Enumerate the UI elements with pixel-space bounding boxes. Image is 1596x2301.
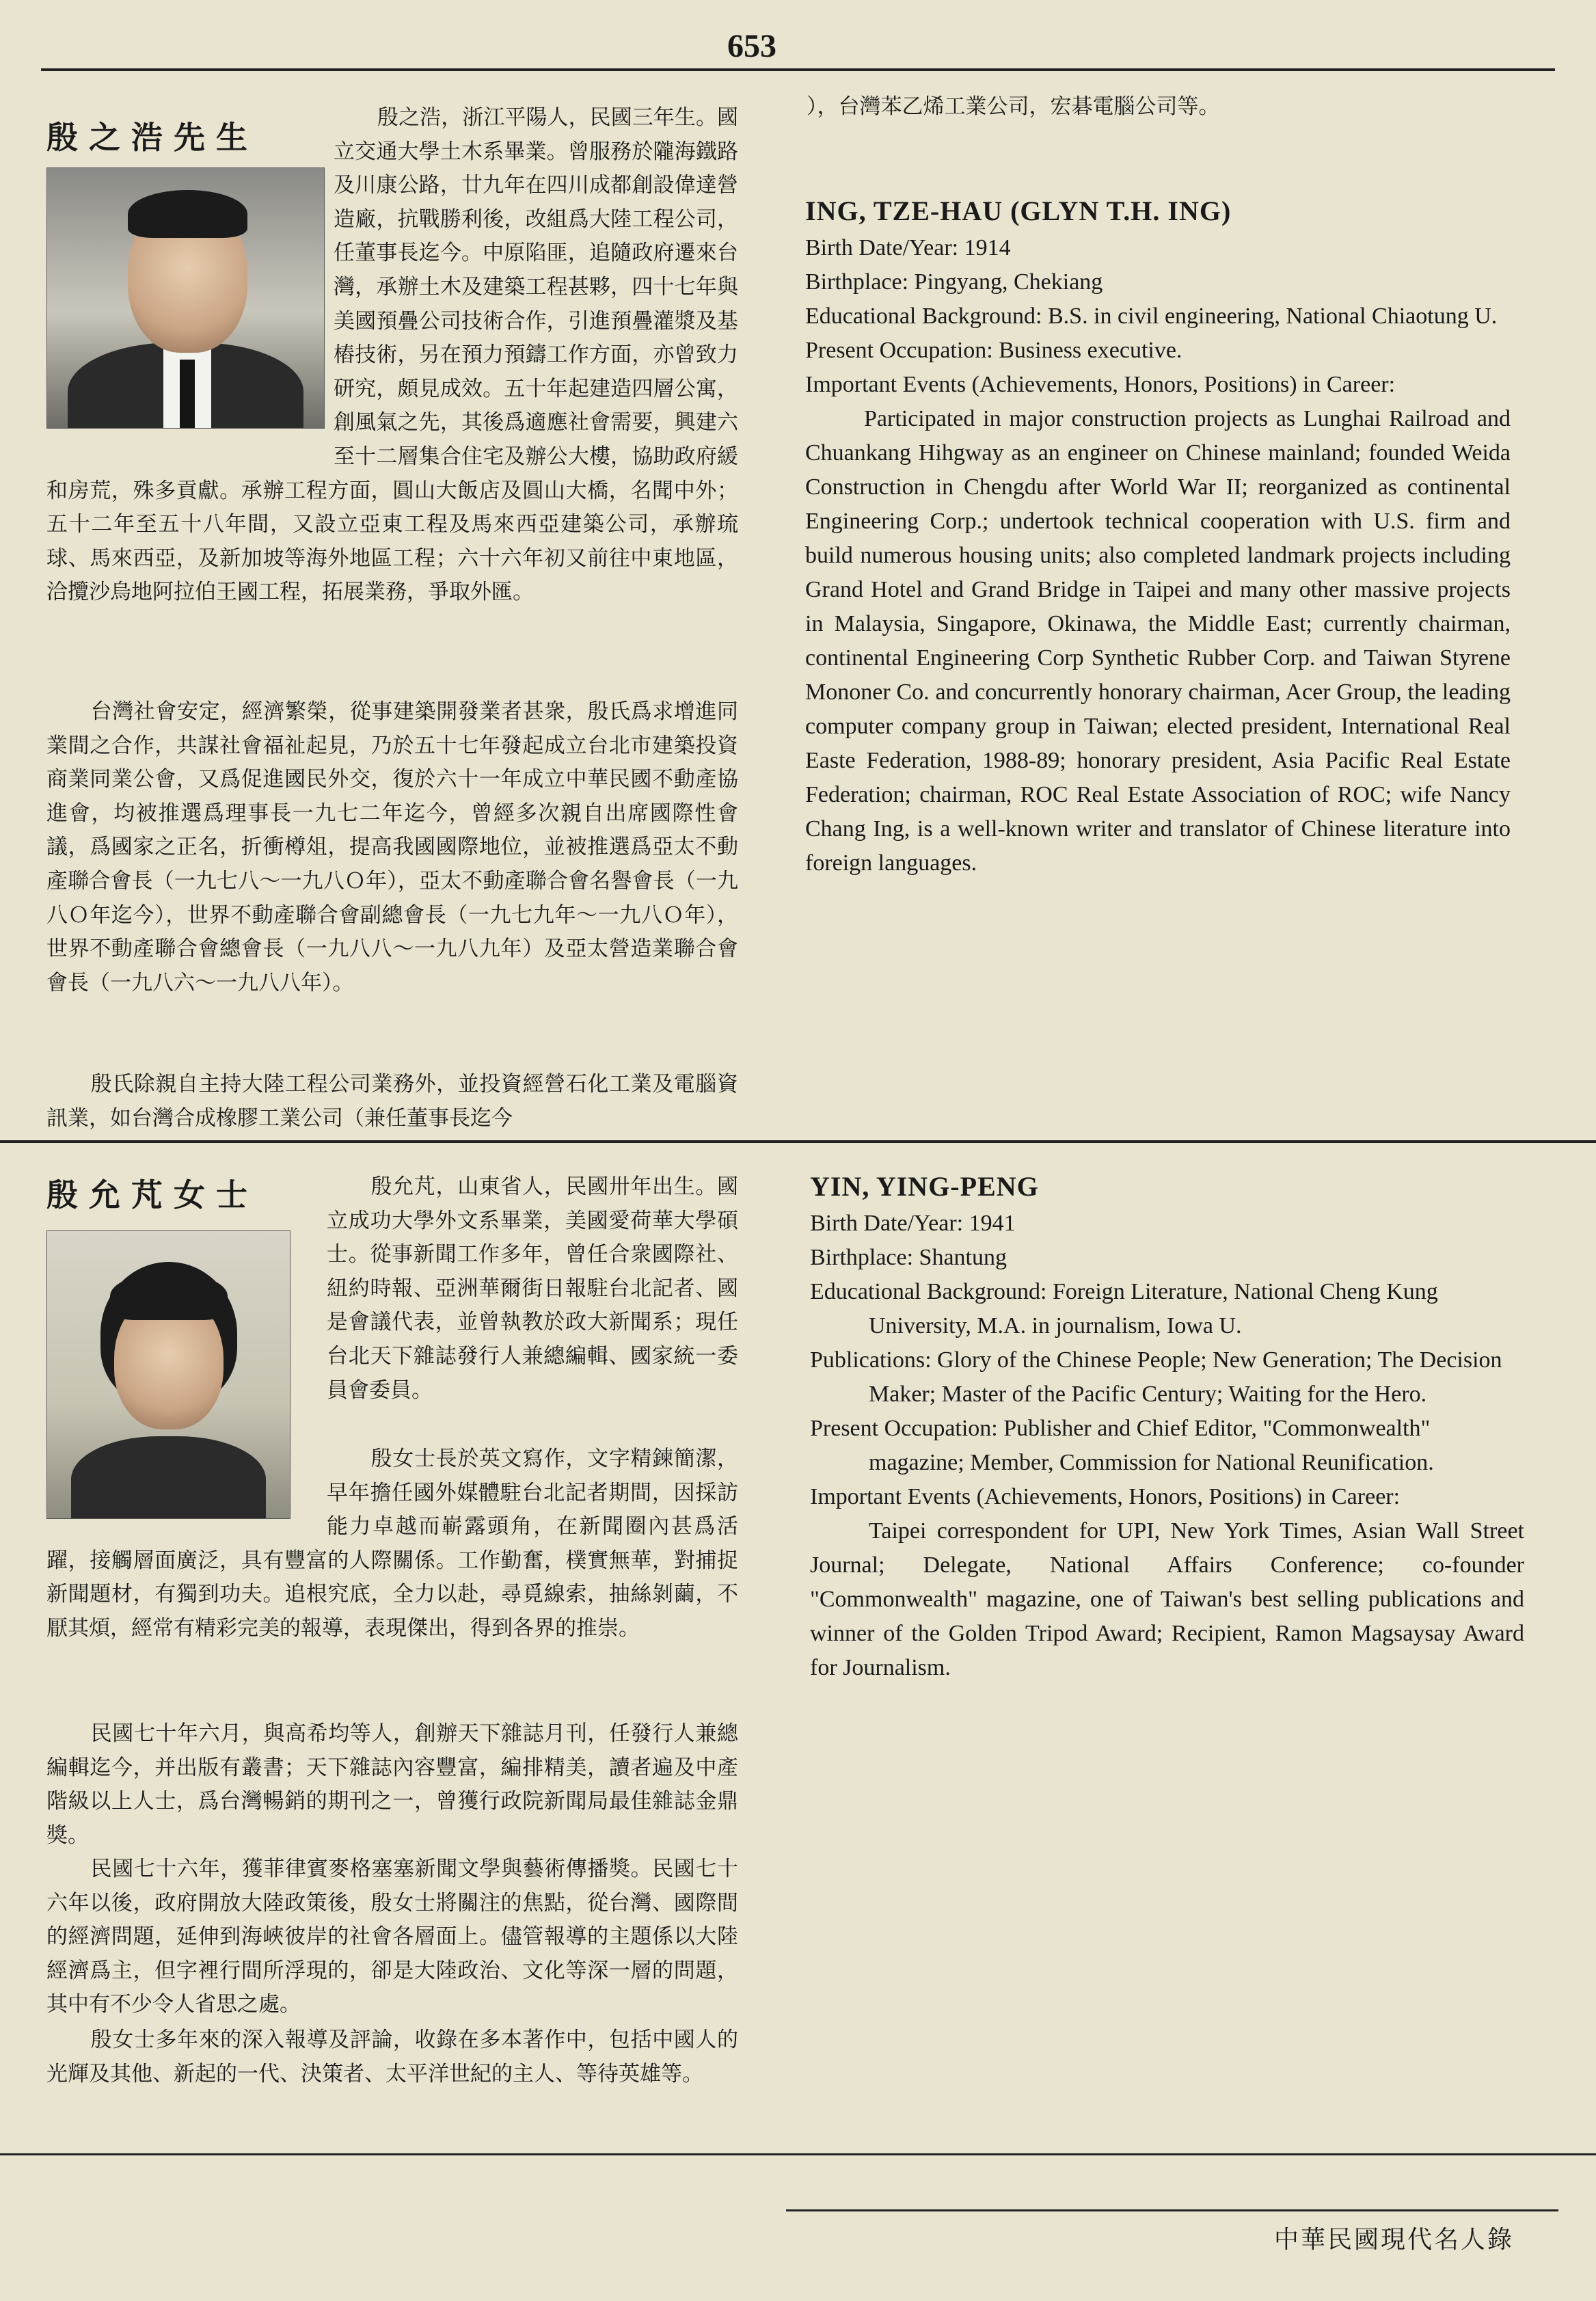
entry2-en-fields [810,1207,1524,1685]
entry2-zh-para-4: 民國七十六年，獲菲律賓麥格塞塞新聞文學與藝術傳播獎。民國七十六年以後，政府開放大陸政策後，殷女士將關注的焦點，從台灣、國際間的經濟問題，延伸到海峽彼岸的社會各層面上。儘管報導的主題係以大陸經濟爲主，但字裡行間所浮現的，卻是大陸政治、文化等深一層的問題，其中有不少令人省思之處。 [46,1857,738,2017]
entry2-publications: Publications: Glory of the Chinese People; New Generation; The Decision Maker; Master of the Pacific Century; Waiting for the Hero. [810,1347,1502,1407]
entry1-education: Educational Background: B.S. in civil engineering, National Chiaotung U. [805,304,1498,329]
entry1-zh-continuation: ），台灣苯乙烯工業公司，宏碁電腦公司等。 [807,94,1220,119]
header-rule [41,68,1555,71]
entry1-zh-para-1: 殷之浩，浙江平陽人，民國三年生。國立交通大學土木系畢業。曾服務於隴海鐵路及川康公路，廿九年在四川成都創設偉達營造廠，抗戰勝利後，改組爲大陸工程公司，任董事長迄今。中原陷匪，追隨政府遷來台灣，承辦土木及建築工程甚夥，四十七年與美國預疊公司技術合作，引進預疊灌漿及基樁技術，另在預力預鑄工作方面，亦曾致力研究，頗見成效。五十年起建造四層公寓，創風氣之先，其後爲適應社會需要，興建六至十二層集合住宅及辦公大樓，協助政府緩和房荒，殊多貢獻。承辦工程方面，圓山大飯店及圓山大橋，名聞中外；五十二年至五十八年間，又設立亞東工程及馬來西亞建築公司，承辦琉球、馬來西亞，及新加坡等海外地區工程；六十六年初又前往中東地區，洽攬沙烏地阿拉伯王國工程，拓展業務，爭取外匯。 [46,105,738,605]
entry2-zh-para-5: 殷女士多年來的深入報導及評論，收錄在多本著作中，包括中國人的光輝及其他、新起的一代、決策者、太平洋世紀的主人、等待英雄等。 [46,2028,738,2086]
entry2-education: Educational Background: Foreign Literature, National Cheng Kung University, M.A. in journalism, Iowa U. [810,1279,1438,1338]
footer-rule-2 [786,2209,1558,2211]
entry2-occupation: Present Occupation: Publisher and Chief Editor, "Commonwealth" magazine; Member, Commission for National Reunification. [810,1416,1434,1475]
entry2-zh-para-3: 民國七十年六月，與高希均等人，創辦天下雜誌月刊，任發行人兼總編輯迄今，并出版有叢書；天下雜誌內容豐富，編排精美，讀者遍及中產階級以上人士，爲台灣暢銷的期刊之一，曾獲行政院新聞局最佳雜誌金鼎獎。 [46,1721,738,1848]
entry1-en-name: ING, TZE-HAU (GLYN T.H. ING) [805,196,1232,226]
footer-rule [0,2153,1596,2155]
entry2-en-body: Taipei correspondent for UPI, New York Times, Asian Wall Street Journal; Delegate, National Affairs Conference; co-founder "Commonwealth" magazine, one of Taiwan's best selling publications and winner of the Golden Tripod Award; Recipient, Ramon Magsaysay Award for Journalism. [810,1518,1524,1680]
entry1-events-heading: Important Events (Achievements, Honors, Positions) in Career: [805,372,1396,397]
footer-book-title: 中華民國現代名人錄 [1273,2226,1514,2254]
entry1-zh-para-3: 殷氏除親自主持大陸工程公司業務外，並投資經營石化工業及電腦資訊業，如台灣合成橡膠工業公司（兼任董事長迄今 [46,1072,738,1131]
entry2-birth-date: Birth Date/Year: 1941 [810,1211,1016,1236]
entry1-en-fields [805,231,1511,880]
entry2-birthplace: Birthplace: Shantung [810,1245,1007,1270]
entry1-en-body: Participated in major construction projects as Lunghai Railroad and Chuankang Hihgway as an engineer on Chinese mainland; founded Weida Construction in Chengdu after World War II; reorganized as continental Engineering Corp.; undertook technical cooperation with U.S. firm and build numerous housing units; also completed landmark projects including Grand Hotel and Grand Bridge in Taipei and many other massive projects in Malaysia, Singapore, Okinawa, the Middle East; currently chairman, continental Engineering Corp Synthetic Rubber Corp. and Taiwan Styrene Mononer Co. and concurrently honorary chairman, Acer Group, the leading computer company group in Taiwan; elected president, International Real Easte Federation, 1988-89; honorary president, Asia Pacific Real Estate Federation; chairman, ROC Real Estate Association of ROC; wife Nancy Chang Ing, is a well-known writer and translator of Chinese literature into foreign languages. [805,406,1511,876]
entry2-name-zh: 殷允芃女士 [46,1176,258,1213]
entry2-en-name: YIN, YING-PENG [810,1171,1039,1202]
entry1-birthplace: Birthplace: Pingyang, Chekiang [805,269,1103,295]
entry2-events-heading: Important Events (Achievements, Honors, Positions) in Career: [810,1484,1401,1509]
entry2-zh-para-1: 殷允芃，山東省人，民國卅年出生。國立成功大學外文系畢業，美國愛荷華大學碩士。從事新聞工作多年，曾任合衆國際社、紐約時報、亞洲華爾街日報駐台北記者、國是會議代表，並曾執教於政大新聞系；現任台北天下雜誌發行人兼總編輯、國家統一委員會委員。 [327,1174,738,1403]
page-number: 653 [727,28,776,64]
entry1-zh-para-2: 台灣社會安定，經濟繁榮，從事建築開發業者甚衆，殷氏爲求增進同業間之合作，共謀社會福祉起見，乃於五十七年發起成立台北市建築投資商業同業公會，又爲促進國民外交，復於六十一年成立中華民國不動產協進會，均被推選爲理事長一九七二年迄今，曾經多次親自出席國際性會議，爲國家之正名，折衝樽俎，提高我國國際地位，並被推選爲亞太不動產聯合會長（一九七八～一九八Ｏ年），亞太不動產聯合會名譽會長（一九八Ｏ年迄今），世界不動產聯合會副總會長（一九七九年～一九八Ｏ年），世界不動產聯合會總會長（一九八八～一九八九年）及亞太營造業聯合會會長（一九八六～一九八八年）。 [46,699,738,995]
entry-divider-rule [0,1140,1596,1143]
entry1-occupation: Present Occupation: Business executive. [805,338,1182,363]
entry1-name-zh: 殷之浩先生 [46,119,258,156]
entry2-zh-para-2: 殷女士長於英文寫作，文字精鍊簡潔，早年擔任國外媒體駐台北記者期間，因採訪能力卓越而嶄露頭角，在新聞圈內甚爲活躍，接觸層面廣泛，具有豐富的人際關係。工作勤奮，樸實無華，對捕捉新聞題材，有獨到功夫。追根究底，全力以赴，尋覓線索，抽絲剝繭，不厭其煩，經常有精彩完美的報導，表現傑出，得到各界的推崇。 [46,1446,738,1641]
entry1-birth-date: Birth Date/Year: 1914 [805,235,1011,260]
